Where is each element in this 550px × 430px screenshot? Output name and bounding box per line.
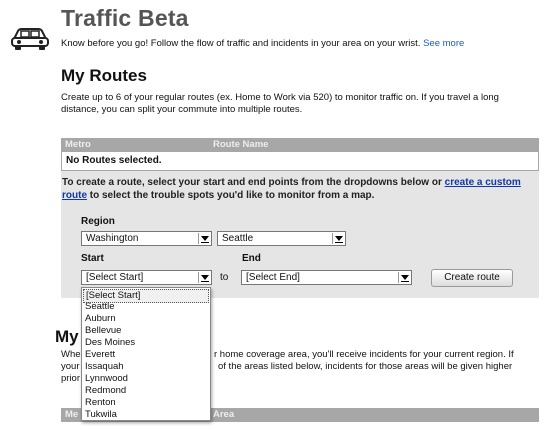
start-select[interactable] <box>81 270 212 285</box>
routes-table-header <box>61 138 539 152</box>
region-select-value: Washington <box>86 233 139 244</box>
column-metro-partial: Me <box>65 409 79 420</box>
instructions-text-end: to select the trouble spots you'd like to monitor from a map. <box>89 190 375 201</box>
end-select-value: [Select End] <box>246 272 300 283</box>
no-routes-text: No Routes selected. <box>66 155 162 166</box>
end-select[interactable] <box>241 270 412 285</box>
metro-select[interactable] <box>217 231 346 246</box>
chevron-down-icon <box>332 233 344 244</box>
list-item[interactable]: Lynnwood <box>85 373 128 384</box>
section2-text: Whe <box>61 349 81 360</box>
instructions-text: To create a route, select your start and end points from the dropdowns below or <box>62 177 442 188</box>
start-dropdown-list[interactable] <box>81 287 211 421</box>
section2-text: of the areas listed below, incidents for those areas will be given higher <box>218 361 513 372</box>
car-icon <box>10 22 50 52</box>
list-item[interactable]: Redmond <box>85 385 127 396</box>
list-item[interactable]: Seattle <box>85 301 115 312</box>
start-select-value: [Select Start] <box>86 272 144 283</box>
list-item[interactable]: Tukwila <box>85 409 117 420</box>
column-area: Area <box>213 409 235 420</box>
chevron-down-icon <box>198 272 210 283</box>
chevron-down-icon <box>398 272 410 283</box>
list-item[interactable]: Renton <box>85 397 116 408</box>
region-select[interactable] <box>81 231 212 246</box>
table-row <box>61 152 539 171</box>
section2-heading: My <box>55 327 79 346</box>
routes-description: Create up to 6 of your regular routes (ex. Home to Work via 520) to monitor traffic on. If you travel a long distance, you can split your commute into multiple routes. <box>61 92 499 115</box>
end-label: End <box>242 253 261 264</box>
tagline <box>61 38 464 49</box>
see-more-link[interactable]: See more <box>423 38 465 49</box>
region-label: Region <box>81 216 115 227</box>
list-item[interactable]: [Select Start] <box>83 289 209 303</box>
to-label: to <box>220 272 229 283</box>
routes-heading: My Routes <box>61 66 147 85</box>
section2-text: r home coverage area, you'll receive incidents for your current region. If <box>214 349 514 360</box>
create-route-instructions <box>62 176 536 202</box>
list-item[interactable]: Issaquah <box>85 361 124 372</box>
section2-text: prior <box>61 373 81 384</box>
start-label: Start <box>81 253 104 264</box>
list-item[interactable]: Auburn <box>85 313 116 324</box>
list-item[interactable]: Bellevue <box>85 325 122 336</box>
chevron-down-icon <box>198 233 210 244</box>
column-metro: Metro <box>65 139 91 150</box>
tagline-text: Know before you go! Follow the flow of traffic and incidents in your area on your wrist. <box>61 38 421 49</box>
page-title: Traffic Beta <box>61 5 189 31</box>
section2-text: your <box>61 361 80 372</box>
create-route-button[interactable]: Create route <box>431 269 513 287</box>
list-item[interactable]: Des Moines <box>85 337 136 348</box>
column-route-name: Route Name <box>213 139 269 150</box>
create-custom-route-link[interactable]: create a custom route <box>62 177 521 201</box>
list-item[interactable]: Everett <box>85 349 116 360</box>
metro-select-value: Seattle <box>222 233 254 244</box>
